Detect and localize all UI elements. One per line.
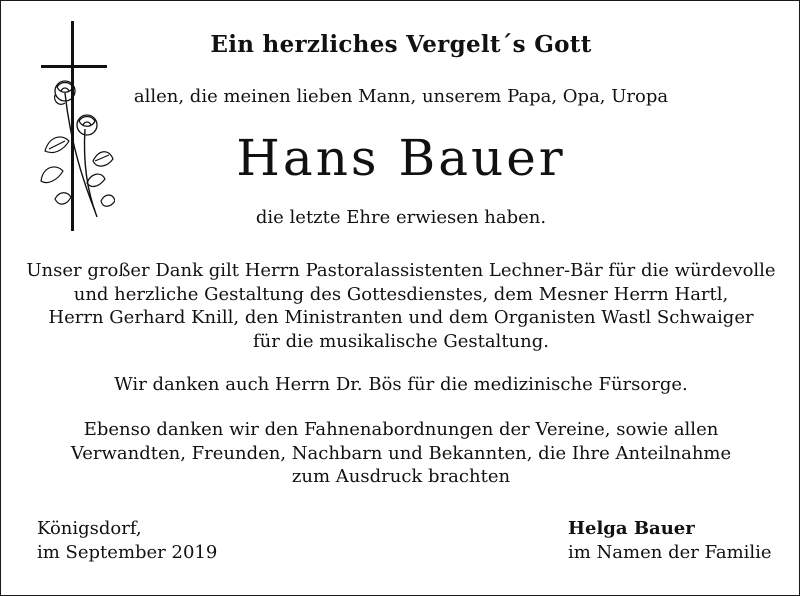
place: Königsdorf, [37,518,142,539]
paragraph-line: und herzliche Gestaltung des Gottesdienstes, dem Mesner Herrn Hartl, [73,283,729,305]
date: im September 2019 [37,542,218,563]
signature-block [568,517,772,565]
notice-title: Ein herzliches Vergelt´s Gott [210,31,592,58]
thanks-paragraph-1 [1,259,800,353]
place-date-block [37,517,217,565]
paragraph-line: Unser großer Dank gilt Herrn Pastoralassistenten Lechner-Bär für die würdevolle [26,260,776,281]
honor-line: die letzte Ehre erwiesen haben. [255,207,547,228]
signer-role: im Namen der Familie [568,542,772,563]
paragraph-line: für die musikalische Gestaltung. [253,330,549,352]
thanks-paragraph-2 [1,373,800,397]
thanks-paragraph-3 [1,418,800,489]
paragraph-line: zum Ausdruck brachten [291,466,511,487]
intro-line: allen, die meinen lieben Mann, unserem Papa, Opa, Uropa [133,86,669,107]
paragraph-line: Wir danken auch Herrn Dr. Bös für die medizinische Fürsorge. [114,374,688,395]
paragraph-line: Verwandten, Freunden, Nachbarn und Bekannten, die Ihre Anteilnahme [70,442,732,464]
deceased-name: Hans Bauer [236,129,566,187]
signer-name: Helga Bauer [568,518,695,539]
paragraph-line: Ebenso danken wir den Fahnenabordnungen der Vereine, sowie allen [83,419,719,440]
paragraph-line: Herrn Gerhard Knill, den Ministranten und dem Organisten Wastl Schwaiger [48,307,754,328]
